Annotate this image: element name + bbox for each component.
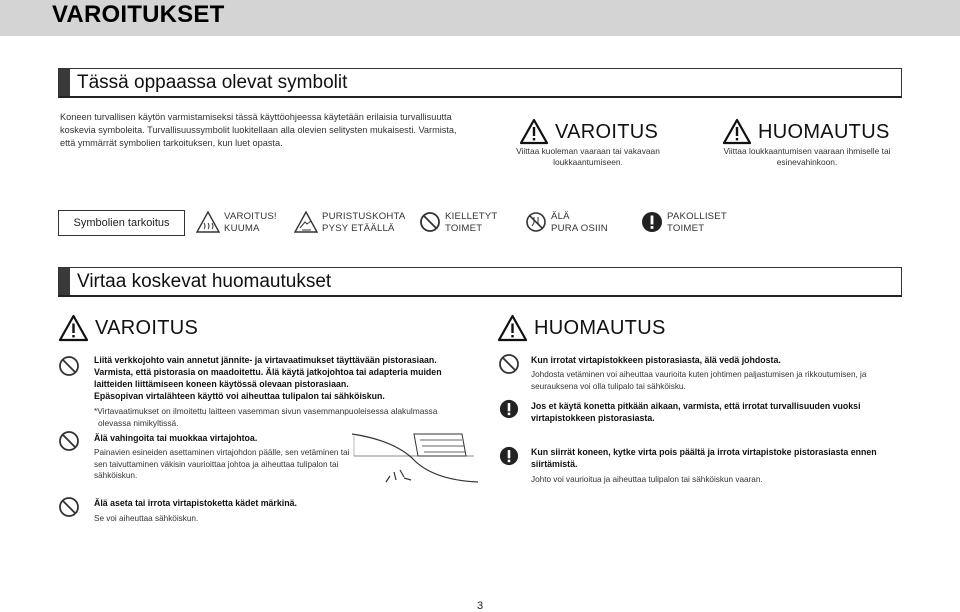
symbol-item-prohibited <box>419 211 497 235</box>
symbol-label-line: TOIMET <box>667 223 705 234</box>
warning-text-bold: Epäsopivan virtalähteen käyttö voi aiheuttaa tulipalon tai sähköiskun. <box>94 391 385 401</box>
mandatory-icon <box>499 399 519 419</box>
right-block-1 <box>531 354 911 393</box>
right-caution-heading <box>497 314 666 342</box>
symbol-label-line: PURISTUSKOHTA <box>322 211 406 222</box>
section-title: Virtaa koskevat huomautukset <box>77 271 332 292</box>
legend-caution-label: HUOMAUTUS <box>758 120 890 143</box>
section-bar-symbols <box>58 68 902 98</box>
legend-caution-desc <box>702 146 912 168</box>
symbol-item-label <box>667 211 727 235</box>
warning-triangle-icon <box>497 314 528 342</box>
symbol-item-disassemble <box>525 211 608 235</box>
warning-note: Painavien esineiden asettaminen virtajohdon päälle, sen vetäminen tai <box>94 448 350 457</box>
symbol-label-line: PURA OSIIN <box>551 223 608 234</box>
warning-text-bold: Liitä verkkojohto vain annetut jännite- ja virtavaatimukset täyttävään pistorasiaan. <box>94 355 437 365</box>
caution-text-bold: Kun irrotat virtapistokkeen pistorasiasta, älä vedä johdosta. <box>531 355 781 365</box>
symbol-item-label <box>551 211 608 235</box>
section-accent <box>59 268 70 295</box>
warning-triangle-icon <box>58 314 89 342</box>
symbol-item-label <box>224 211 277 235</box>
pinch-point-icon <box>294 211 318 233</box>
symbol-row-label: Symbolien tarkoitus <box>73 217 170 229</box>
prohibited-icon <box>58 355 80 377</box>
caution-text-bold: Kun siirrät koneen, kytke virta pois päältä ja irrota virtapistoke pistorasiasta ennen <box>531 447 877 457</box>
caution-note: Johdosta vetäminen voi aiheuttaa vaurioita kuten johtimen paljastumisen ja rikkoutumisen, ja <box>531 370 867 379</box>
caution-note: seurauksena voi olla tulipalo tai sähköisku. <box>531 382 686 391</box>
section-title: Tässä oppaassa olevat symbolit <box>77 72 348 93</box>
warning-note: Se voi aiheuttaa sähköiskun. <box>94 514 199 523</box>
warning-note: sähköiskun. <box>94 471 138 480</box>
warning-triangle-icon <box>519 118 549 145</box>
warning-text-bold: Älä aseta tai irrota virtapistoketta kädet märkinä. <box>94 498 297 508</box>
symbol-item-pinch <box>294 211 405 235</box>
right-block-3 <box>531 446 911 486</box>
symbol-row-label-box <box>58 210 185 236</box>
left-block-3 <box>94 497 464 525</box>
warning-text-bold: Älä vahingoita tai muokkaa virtajohtoa. <box>94 433 258 443</box>
left-warning-heading <box>58 314 198 342</box>
intro-line: Koneen turvallisen käytön varmistamiseksi tässä käyttöohjeessa käytetään erilaisia turvallisuutta <box>60 112 452 122</box>
symbol-item-hot <box>196 211 277 235</box>
hot-surface-icon <box>196 211 220 233</box>
warning-note: sen taivuttaminen väkisin vaurioittaa johtoa ja aiheuttaa tulipalon tai <box>94 459 339 469</box>
caution-text-bold: siirtämistä. <box>531 459 578 469</box>
right-caution-label: HUOMAUTUS <box>534 317 666 339</box>
symbol-label-line: KUUMA <box>224 223 260 234</box>
mandatory-icon <box>641 211 663 233</box>
symbol-label-line: KIELLETYT <box>445 211 498 222</box>
legend-caution-line: Viittaa loukkaantumisen vaaraan ihmiselle tai <box>723 146 891 156</box>
section-accent <box>59 69 70 96</box>
warning-note: olevassa nimikyltissä. <box>98 418 179 428</box>
prohibited-icon <box>58 496 80 518</box>
legend-warning-label: VAROITUS <box>555 120 659 143</box>
legend-warning-line: Viittaa kuoleman vaaraan tai vakavaan <box>516 146 660 156</box>
symbol-label-line: ÄLÄ <box>551 211 570 222</box>
intro-line: koskevia symboleita. Turvallisuussymbolit luokitellaan alla olevien selitysten mukaisesti. Varmista, <box>60 125 457 135</box>
left-block-1 <box>94 354 464 429</box>
legend-caution-heading <box>722 118 890 145</box>
intro-line: että ymmärrät symbolien tarkoituksen, kun luet opasta. <box>60 138 283 148</box>
symbol-label-line: TOIMET <box>445 223 483 234</box>
right-block-2 <box>531 400 911 424</box>
legend-warning-desc <box>500 146 676 168</box>
prohibited-icon <box>58 430 80 452</box>
page-title: VAROITUKSET <box>52 1 225 28</box>
symbol-item-label <box>445 211 497 235</box>
symbol-item-label <box>322 211 405 235</box>
legend-warning-line: loukkaantumiseen. <box>553 157 623 167</box>
left-block-2 <box>94 432 354 482</box>
intro-text <box>60 111 490 150</box>
symbol-label-line: VAROITUS! <box>224 211 277 222</box>
left-warning-label: VAROITUS <box>95 317 199 339</box>
warning-note: *Virtavaatimukset on ilmoitettu laitteen vasemman sivun vasemmanpuoleisessa alakulmassa <box>94 406 438 416</box>
warning-triangle-icon <box>722 118 752 145</box>
do-not-disassemble-icon <box>525 211 547 233</box>
caution-text-bold: Jos et käytä konetta pitkään aikaan, varmista, että irrotat turvallisuuden vuoksi <box>531 401 861 411</box>
legend-caution-line: esinevahinkoon. <box>776 157 838 167</box>
warning-text-bold: Varmista, että pistorasia on maadoitettu. Älä käytä jatkojohtoa tai adapteria muiden <box>94 367 442 377</box>
power-cord-illustration <box>350 428 480 496</box>
symbol-label-line: PAKOLLISET <box>667 211 727 222</box>
caution-text-bold: virtapistokkeen pistorasiasta. <box>531 413 655 423</box>
mandatory-icon <box>499 446 519 466</box>
legend-warning-heading <box>519 118 658 145</box>
symbol-item-mandatory <box>641 211 727 235</box>
symbol-label-line: PYSY ETÄÄLLÄ <box>322 223 395 234</box>
warning-text-bold: laitteiden liittämiseen koneen käytössä olevaan pistorasiaan. <box>94 379 349 389</box>
prohibited-icon <box>419 211 441 233</box>
section-bar-power <box>58 267 902 297</box>
page-number: 3 <box>476 600 484 612</box>
caution-note: Johto voi vaurioitua ja aiheuttaa tulipalon tai sähköiskun vaaran. <box>531 475 763 484</box>
prohibited-icon <box>498 353 520 375</box>
